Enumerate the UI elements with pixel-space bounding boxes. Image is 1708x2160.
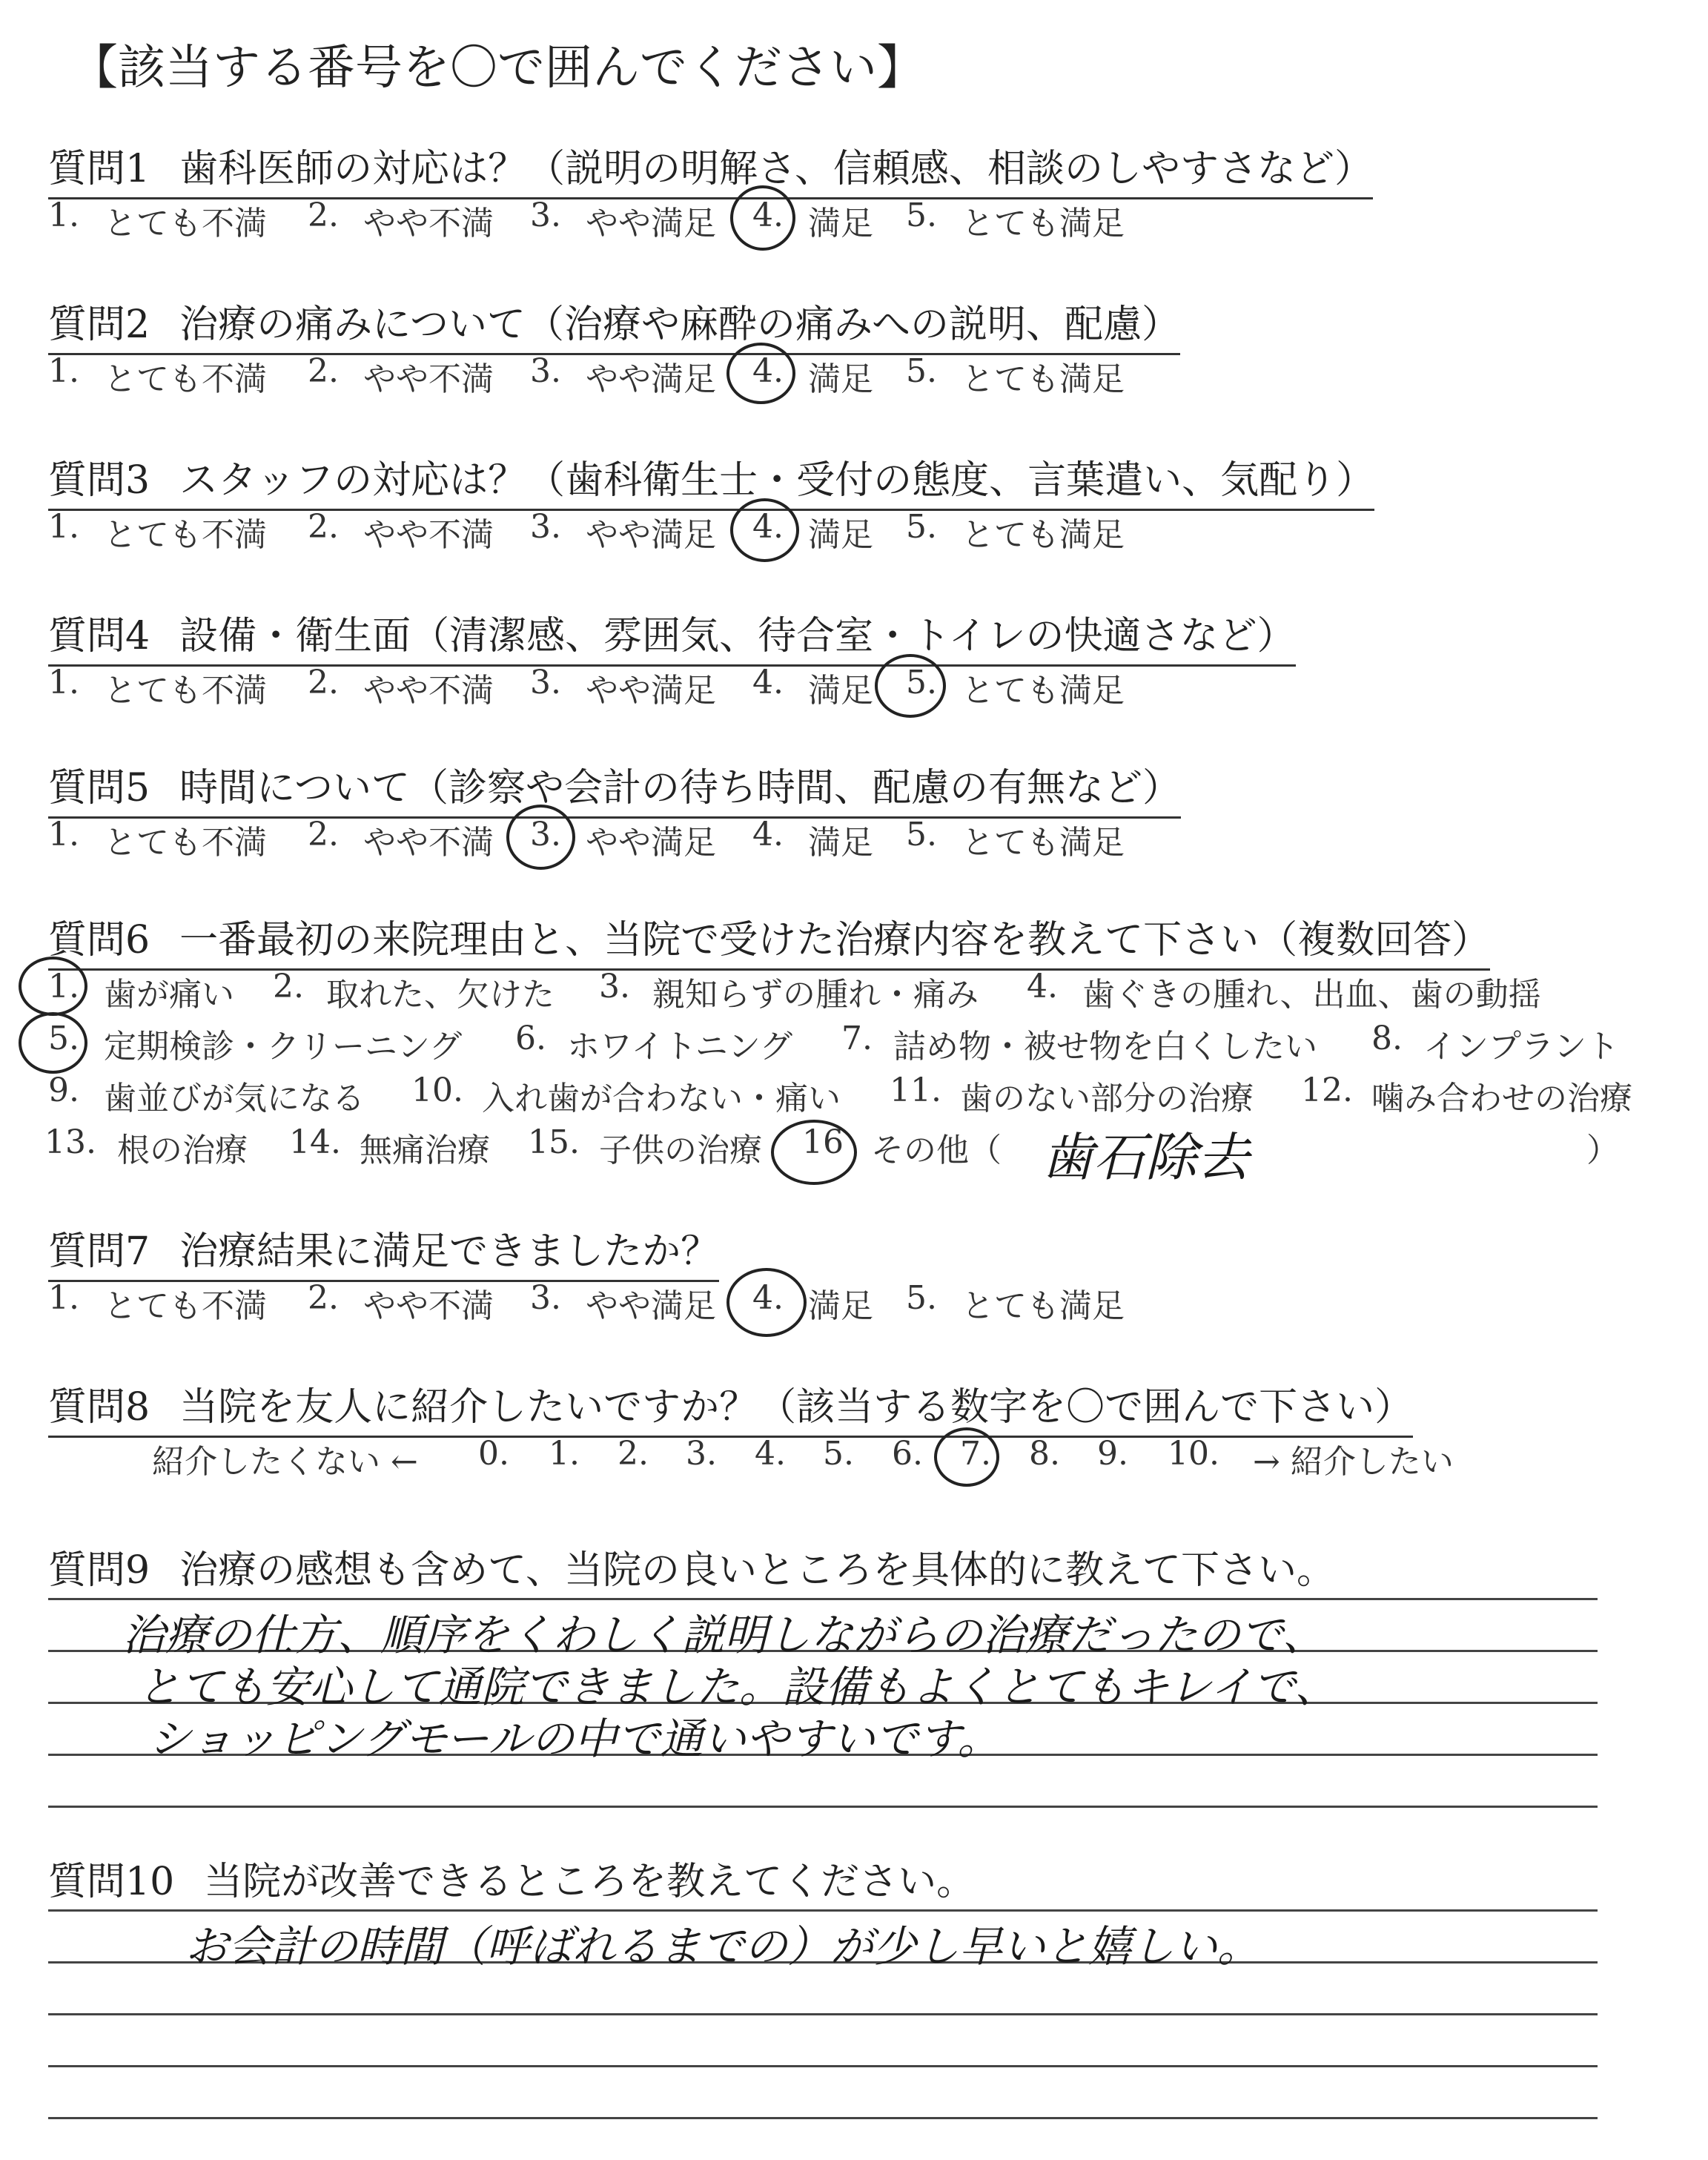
q3-option-4-number[interactable]: 4. xyxy=(752,508,784,546)
q6-option-10-label: 入れ歯が合わない・痛い xyxy=(482,1080,841,1117)
q6-option-1-number[interactable]: 1. xyxy=(48,968,79,1005)
question-8-label: 質問8 xyxy=(48,1385,150,1430)
q5-option-4-number[interactable]: 4. xyxy=(752,816,784,853)
q8-option-2[interactable]: 2. xyxy=(618,1435,649,1473)
q7-option-4-label: 満足 xyxy=(808,1287,873,1325)
q6-option-6-number[interactable]: 6. xyxy=(515,1020,546,1057)
question-3-title xyxy=(48,449,1374,511)
question-2-options xyxy=(0,352,1186,397)
q5-option-1-label: とても不満 xyxy=(104,824,267,862)
q6-option-9-number[interactable]: 9. xyxy=(48,1071,79,1109)
q8-option-10[interactable]: 10. xyxy=(1168,1435,1219,1473)
q8-option-7[interactable]: 7. xyxy=(960,1435,991,1473)
q6-answer-circle-5 xyxy=(19,1012,87,1074)
question-6-text: 一番最初の来院理由と、当院で受けた治療内容を教えて下さい（複数回答） xyxy=(179,918,1491,962)
question-6-title xyxy=(48,908,1490,971)
q1-option-1-number[interactable]: 1. xyxy=(48,196,79,234)
q5-answer-circle xyxy=(506,805,575,870)
question-1-label: 質問1 xyxy=(48,147,150,191)
q2-option-5-number[interactable]: 5. xyxy=(906,352,937,390)
q10-rule-line xyxy=(48,2117,1598,2119)
question-10-text: 当院が改善できるところを教えてください。 xyxy=(204,1860,976,1904)
q1-option-4-number[interactable]: 4. xyxy=(752,196,784,234)
q7-option-3-label: やや満足 xyxy=(586,1287,716,1325)
q3-option-1-label: とても不満 xyxy=(104,516,267,554)
q1-option-2-label: やや不満 xyxy=(363,205,494,242)
q1-option-1-label: とても不満 xyxy=(104,205,267,242)
q6-option-15-number[interactable]: 15. xyxy=(528,1123,580,1161)
q6-option-14-number[interactable]: 14. xyxy=(289,1123,341,1161)
q8-option-8[interactable]: 8. xyxy=(1029,1435,1060,1473)
q6-option-3-label: 親知らずの腫れ・痛み xyxy=(652,976,979,1014)
question-9-label: 質問9 xyxy=(48,1548,150,1593)
question-2-label: 質問2 xyxy=(48,303,150,347)
q2-answer-circle xyxy=(726,343,795,404)
q6-answer-circle-1 xyxy=(19,957,87,1016)
q6-option-1-label: 歯が痛い xyxy=(104,976,234,1014)
question-2-text: 治療の痛みについて（治療や麻酔の痛みへの説明、配慮） xyxy=(179,303,1181,347)
question-3-text: スタッフの対応は？（歯科衛生士・受付の態度、言葉遣い、気配り） xyxy=(179,458,1375,503)
q5-option-1-number[interactable]: 1. xyxy=(48,816,79,853)
question-2-title xyxy=(48,293,1180,355)
q6-option-15-label: 子供の治療 xyxy=(599,1132,762,1169)
question-10-title xyxy=(48,1850,975,1906)
q10-rule-line xyxy=(48,2065,1598,2067)
question-4-text: 設備・衛生面（清潔感、雰囲気、待合室・トイレの快適さなど） xyxy=(179,614,1296,658)
q1-option-5-label: とても満足 xyxy=(961,205,1125,242)
question-5-text: 時間について（診察や会計の待ち時間、配慮の有無など） xyxy=(179,766,1182,810)
q6-other-close-paren: ） xyxy=(1586,1132,1619,1169)
question-7-text: 治療結果に満足できましたか？ xyxy=(179,1229,720,1274)
q6-option-10-number[interactable]: 10. xyxy=(411,1071,463,1109)
question-8-scale xyxy=(0,1435,1557,1479)
q2-option-2-label: やや不満 xyxy=(363,360,494,398)
q6-option-7-number[interactable]: 7. xyxy=(841,1020,873,1057)
q6-option-13-number[interactable]: 13. xyxy=(44,1123,96,1161)
q9-answer-line-2[interactable]: とても安心して通院できました。設備もよくとてもキレイで、 xyxy=(137,1662,1338,1712)
q8-option-1[interactable]: 1. xyxy=(549,1435,580,1473)
question-9-title xyxy=(48,1539,1335,1594)
q8-option-0[interactable]: 0. xyxy=(478,1435,509,1473)
question-10-label: 質問10 xyxy=(48,1860,175,1904)
q3-option-3-label: やや満足 xyxy=(586,516,716,554)
q6-option-16-number[interactable]: 16 xyxy=(802,1123,844,1161)
q3-option-2-number[interactable]: 2. xyxy=(308,508,339,546)
q6-option-5-number[interactable]: 5. xyxy=(48,1020,79,1057)
q2-option-4-label: 満足 xyxy=(808,360,873,398)
q4-option-4-number[interactable]: 4. xyxy=(752,664,784,701)
q9-answer-line-3[interactable]: ショッピングモールの中で通いやすいです。 xyxy=(148,1714,1001,1764)
q4-option-3-number[interactable]: 3. xyxy=(530,664,561,701)
q3-option-3-number[interactable]: 3. xyxy=(530,508,561,546)
q6-option-4-number[interactable]: 4. xyxy=(1027,968,1058,1005)
question-7-options xyxy=(0,1279,1186,1324)
question-7-label: 質問7 xyxy=(48,1229,150,1274)
question-6-options-row-2 xyxy=(0,1020,1668,1064)
q6-option-8-label: インプラント xyxy=(1423,1028,1619,1066)
q2-option-3-label: やや満足 xyxy=(586,360,716,398)
q6-option-2-number[interactable]: 2. xyxy=(273,968,304,1005)
q6-other-handwritten-answer[interactable]: 歯石除去 xyxy=(1042,1127,1249,1188)
form-header: 【該当する番号を〇で囲んでください】 xyxy=(70,41,924,96)
q4-option-3-label: やや満足 xyxy=(586,672,716,710)
q10-answer-line-1[interactable]: お会計の時間（呼ばれるまでの）が少し早いと嬉しい。 xyxy=(185,1921,1261,1972)
q6-option-2-label: 取れた、欠けた xyxy=(326,976,555,1014)
question-1-text: 歯科医師の対応は？（説明の明解さ、信頼感、相談のしやすさなど） xyxy=(179,147,1374,191)
q6-option-3-number[interactable]: 3. xyxy=(599,968,630,1005)
q6-option-4-label: 歯ぐきの腫れ、出血、歯の動揺 xyxy=(1082,976,1541,1014)
question-6-options-row-1 xyxy=(0,968,1668,1012)
question-4-title xyxy=(48,604,1296,667)
q2-option-4-number[interactable]: 4. xyxy=(752,352,784,390)
q9-rule-line xyxy=(48,1806,1598,1808)
q4-option-5-number[interactable]: 5. xyxy=(906,664,937,701)
q5-option-3-label: やや満足 xyxy=(586,824,716,862)
q6-answer-circle-16 xyxy=(771,1120,857,1185)
q8-option-9[interactable]: 9. xyxy=(1097,1435,1128,1473)
q1-option-4-label: 満足 xyxy=(808,205,873,242)
q7-option-2-label: やや不満 xyxy=(363,1287,494,1325)
q2-option-1-label: とても不満 xyxy=(104,360,267,398)
question-6-options-row-3 xyxy=(0,1071,1668,1116)
q3-option-5-number[interactable]: 5. xyxy=(906,508,937,546)
q7-option-4-number[interactable]: 4. xyxy=(752,1279,784,1317)
q6-option-6-label: ホワイトニング xyxy=(567,1028,793,1066)
q7-answer-circle xyxy=(726,1268,807,1337)
q5-option-5-label: とても満足 xyxy=(961,824,1125,862)
q6-option-14-label: 無痛治療 xyxy=(360,1132,490,1169)
question-3-options xyxy=(0,508,1186,552)
q2-option-1-number[interactable]: 1. xyxy=(48,352,79,390)
q1-option-3-number[interactable]: 3. xyxy=(530,196,561,234)
q7-option-3-number[interactable]: 3. xyxy=(530,1279,561,1317)
q2-option-3-number[interactable]: 3. xyxy=(530,352,561,390)
q6-option-16-label: その他（ xyxy=(871,1132,1002,1169)
q8-option-6[interactable]: 6. xyxy=(892,1435,923,1473)
q5-option-2-label: やや不満 xyxy=(363,824,494,862)
q6-option-5-label: 定期検診・クリーニング xyxy=(104,1028,463,1066)
question-4-options xyxy=(0,664,1186,708)
q9-answer-line-1[interactable]: 治療の仕方、順序をくわしく説明しながらの治療だったので、 xyxy=(122,1610,1325,1660)
q8-answer-circle xyxy=(934,1427,999,1487)
q7-option-5-number[interactable]: 5. xyxy=(906,1279,937,1317)
q6-option-12-number[interactable]: 12. xyxy=(1301,1071,1353,1109)
q4-option-4-label: 満足 xyxy=(808,672,873,710)
question-4-label: 質問4 xyxy=(48,614,150,658)
q3-answer-circle xyxy=(730,498,799,562)
question-9-text: 治療の感想も含めて、当院の良いところを具体的に教えて下さい。 xyxy=(179,1548,1336,1593)
q4-answer-circle xyxy=(875,654,946,718)
q3-option-4-label: 満足 xyxy=(808,516,873,554)
q5-option-2-number[interactable]: 2. xyxy=(308,816,339,853)
question-5-title xyxy=(48,756,1181,819)
question-5-options xyxy=(0,816,1186,860)
question-8-title xyxy=(48,1375,1413,1438)
q1-option-5-number[interactable]: 5. xyxy=(906,196,937,234)
question-8-text: 当院を友人に紹介したいですか？（該当する数字を〇で囲んで下さい） xyxy=(179,1385,1414,1430)
q4-option-5-label: とても満足 xyxy=(961,672,1125,710)
q4-option-1-number[interactable]: 1. xyxy=(48,664,79,701)
question-3-label: 質問3 xyxy=(48,458,150,503)
q4-option-2-number[interactable]: 2. xyxy=(308,664,339,701)
q6-option-7-label: 詰め物・被せ物を白くしたい xyxy=(893,1028,1317,1066)
question-6-label: 質問6 xyxy=(48,918,150,962)
question-7-title xyxy=(48,1220,719,1282)
q6-option-11-number[interactable]: 11. xyxy=(890,1071,941,1109)
q6-option-9-label: 歯並びが気になる xyxy=(104,1080,365,1117)
q10-rule-line xyxy=(48,2013,1598,2015)
q6-option-8-number[interactable]: 8. xyxy=(1371,1020,1403,1057)
question-1-options xyxy=(0,196,1186,241)
q2-option-5-label: とても満足 xyxy=(961,360,1125,398)
q2-option-2-number[interactable]: 2. xyxy=(308,352,339,390)
q8-scale-right-label: → 紹介したい xyxy=(1253,1443,1454,1481)
q8-option-4[interactable]: 4. xyxy=(755,1435,786,1473)
q3-option-1-number[interactable]: 1. xyxy=(48,508,79,546)
q5-option-4-label: 満足 xyxy=(808,824,873,862)
q1-option-2-number[interactable]: 2. xyxy=(308,196,339,234)
q8-option-5[interactable]: 5. xyxy=(823,1435,854,1473)
question-1-title xyxy=(48,137,1373,199)
q6-option-13-label: 根の治療 xyxy=(117,1132,248,1169)
q8-option-3[interactable]: 3. xyxy=(686,1435,717,1473)
q3-option-5-label: とても満足 xyxy=(961,516,1125,554)
q5-option-5-number[interactable]: 5. xyxy=(906,816,937,853)
q7-option-5-label: とても満足 xyxy=(961,1287,1125,1325)
q7-option-1-label: とても不満 xyxy=(104,1287,267,1325)
q1-answer-circle xyxy=(730,185,795,251)
q6-option-12-label: 噛み合わせの治療 xyxy=(1371,1080,1632,1117)
q6-option-11-label: 歯のない部分の治療 xyxy=(960,1080,1254,1117)
q8-scale-left-label: 紹介したくない ← xyxy=(152,1443,418,1481)
q4-option-2-label: やや不満 xyxy=(363,672,494,710)
q7-option-1-number[interactable]: 1. xyxy=(48,1279,79,1317)
q1-option-3-label: やや満足 xyxy=(586,205,716,242)
question-5-label: 質問5 xyxy=(48,766,150,810)
q5-option-3-number[interactable]: 3. xyxy=(530,816,561,853)
q7-option-2-number[interactable]: 2. xyxy=(308,1279,339,1317)
q3-option-2-label: やや不満 xyxy=(363,516,494,554)
q4-option-1-label: とても不満 xyxy=(104,672,267,710)
